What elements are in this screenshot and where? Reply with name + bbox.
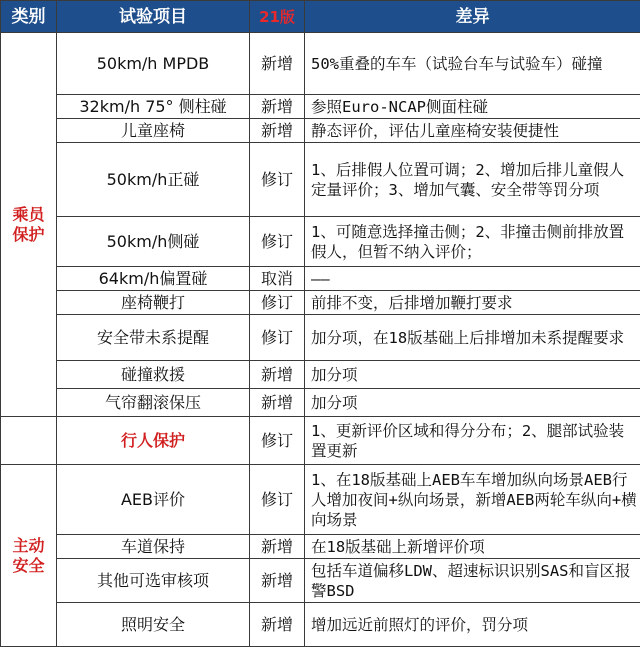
row-diff: 1、后排假人位置可调；2、增加后排儿童假人定量评价；3、增加气囊、安全带等罚分项 bbox=[305, 143, 640, 217]
row-diff: 1、更新评价区域和得分分布；2、腿部试验装置更新 bbox=[305, 417, 640, 465]
table-row bbox=[1, 535, 640, 559]
row-version: 修订 bbox=[250, 465, 305, 535]
table-row bbox=[1, 291, 640, 315]
table-row bbox=[1, 95, 640, 119]
row-version: 新增 bbox=[250, 119, 305, 143]
row-item: AEB评价 bbox=[57, 465, 250, 535]
row-version: 修订 bbox=[250, 143, 305, 217]
row-item: 其他可选审核项 bbox=[57, 559, 250, 603]
header-diff: 差异 bbox=[305, 1, 640, 33]
row-diff: 加分项 bbox=[305, 361, 640, 389]
row-item: 气帘翻滚保压 bbox=[57, 389, 250, 417]
header-row bbox=[1, 1, 640, 33]
table-row bbox=[1, 33, 640, 95]
row-item: 儿童座椅 bbox=[57, 119, 250, 143]
row-version: 新增 bbox=[250, 603, 305, 647]
row-version: 修订 bbox=[250, 291, 305, 315]
table-row bbox=[1, 389, 640, 417]
row-item: 安全带未系提醒 bbox=[57, 315, 250, 361]
row-item: 50km/h侧碰 bbox=[57, 217, 250, 267]
row-version: 新增 bbox=[250, 361, 305, 389]
row-item: 车道保持 bbox=[57, 535, 250, 559]
table-row bbox=[1, 603, 640, 647]
row-item: 座椅鞭打 bbox=[57, 291, 250, 315]
header-version: 21版 bbox=[250, 1, 305, 33]
row-version: 取消 bbox=[250, 267, 305, 291]
header-item: 试验项目 bbox=[57, 1, 250, 33]
row-diff: 在18版基础上新增评价项 bbox=[305, 535, 640, 559]
row-version: 新增 bbox=[250, 389, 305, 417]
row-item: 碰撞救援 bbox=[57, 361, 250, 389]
table-row bbox=[1, 267, 640, 291]
row-diff: —— bbox=[305, 267, 640, 291]
row-diff: 前排不变，后排增加鞭打要求 bbox=[305, 291, 640, 315]
table-row bbox=[1, 361, 640, 389]
table-row bbox=[1, 417, 640, 465]
table-row bbox=[1, 315, 640, 361]
row-item: 照明安全 bbox=[57, 603, 250, 647]
row-version: 新增 bbox=[250, 535, 305, 559]
row-item: 32km/h 75° 侧柱碰 bbox=[57, 95, 250, 119]
row-diff: 包括车道偏移LDW、超速标识识别SAS和盲区报警BSD bbox=[305, 559, 640, 603]
row-version: 新增 bbox=[250, 33, 305, 95]
row-item: 64km/h偏置碰 bbox=[57, 267, 250, 291]
row-version: 新增 bbox=[250, 559, 305, 603]
category-active-safety: 主动 安全 bbox=[1, 465, 57, 647]
category-pedestrian-empty bbox=[1, 417, 57, 465]
row-version: 修订 bbox=[250, 315, 305, 361]
row-item: 50km/h MPDB bbox=[57, 33, 250, 95]
row-diff: 50%重叠的车车（试验台车与试验车）碰撞 bbox=[305, 33, 640, 95]
table-row bbox=[1, 143, 640, 217]
table-row bbox=[1, 217, 640, 267]
row-diff: 1、在18版基础上AEB车车增加纵向场景AEB行人增加夜间+纵向场景，新增AEB两轮车纵向+横向场景 bbox=[305, 465, 640, 535]
row-item: 50km/h正碰 bbox=[57, 143, 250, 217]
row-diff: 加分项 bbox=[305, 389, 640, 417]
category-occupant-protection: 乘员 保护 bbox=[1, 33, 57, 417]
row-diff: 1、可随意选择撞击侧；2、非撞击侧前排放置假人，但暂不纳入评价； bbox=[305, 217, 640, 267]
row-item-pedestrian-protection: 行人保护 bbox=[57, 417, 250, 465]
row-diff: 增加远近前照灯的评价，罚分项 bbox=[305, 603, 640, 647]
table-row bbox=[1, 559, 640, 603]
row-version: 修订 bbox=[250, 217, 305, 267]
row-diff: 静态评价，评估儿童座椅安装便捷性 bbox=[305, 119, 640, 143]
table-row bbox=[1, 465, 640, 535]
row-version: 新增 bbox=[250, 95, 305, 119]
row-version: 修订 bbox=[250, 417, 305, 465]
header-category: 类别 bbox=[1, 1, 57, 33]
row-diff: 加分项，在18版基础上后排增加未系提醒要求 bbox=[305, 315, 640, 361]
table-row bbox=[1, 119, 640, 143]
row-diff: 参照Euro-NCAP侧面柱碰 bbox=[305, 95, 640, 119]
